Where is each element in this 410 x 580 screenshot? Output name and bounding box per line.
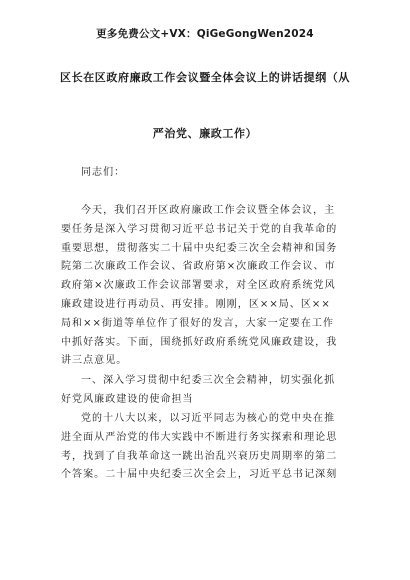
- section-heading-1: [61, 372, 351, 410]
- body-line: 讲三点意见。: [61, 355, 128, 367]
- body-line: 个答案。二十届中央纪委三次全会上，习近平总书记深刻: [61, 469, 338, 481]
- document-title-line-1: 区长在区政府廉政工作会议暨全体会议上的讲话提纲（从: [60, 71, 350, 84]
- body-line: 院第二次廉政工作会议、省政府第×次廉政工作会议、市: [61, 261, 336, 273]
- document-body: [61, 164, 351, 183]
- body-line: 局和××街道等单位作了很好的发言，大家一定要在工作: [61, 317, 335, 329]
- body-line: 进全面从严治党的伟大实践中不断进行务实探索和理论思: [61, 431, 338, 443]
- body-line: 党的十八大以来，以习近平同志为核心的党中央在推: [81, 413, 336, 424]
- document-title-line-2: 严治党、廉政工作）: [152, 127, 258, 140]
- section-heading-line: 一、深入学习贯彻中纪委三次全会精神，切实强化抓: [81, 375, 336, 386]
- body-line: 要任务是深入学习贯彻习近平总书记关于党的自我革命的: [61, 223, 338, 235]
- promo-header: 更多免费公文+VX：QiGeGongWen2024: [96, 28, 314, 40]
- body-line: 今天，我们召开区政府廉政工作会议暨全体会议，主: [81, 205, 336, 216]
- body-line: 政府第×次廉政工作会议部署要求，对全区政府系统党风: [61, 280, 336, 292]
- paragraph-2: [61, 410, 351, 485]
- body-line: 中抓好落实。下面，围绕抓好政府系统党风廉政建设，我: [61, 336, 338, 348]
- section-heading-line: 好党风廉政建设的使命担当: [61, 393, 194, 405]
- salutation: 同志们：: [81, 167, 126, 178]
- body-line: 重要思想，贯彻落实二十届中央纪委三次全会精神和国务: [61, 242, 338, 254]
- paragraph-1: [61, 202, 351, 371]
- body-line: 廉政建设进行再动员、再安排。刚刚，区××局、区××: [61, 298, 331, 310]
- body-line: 考，找到了自我革命这一跳出治乱兴衰历史周期率的第二: [61, 450, 338, 462]
